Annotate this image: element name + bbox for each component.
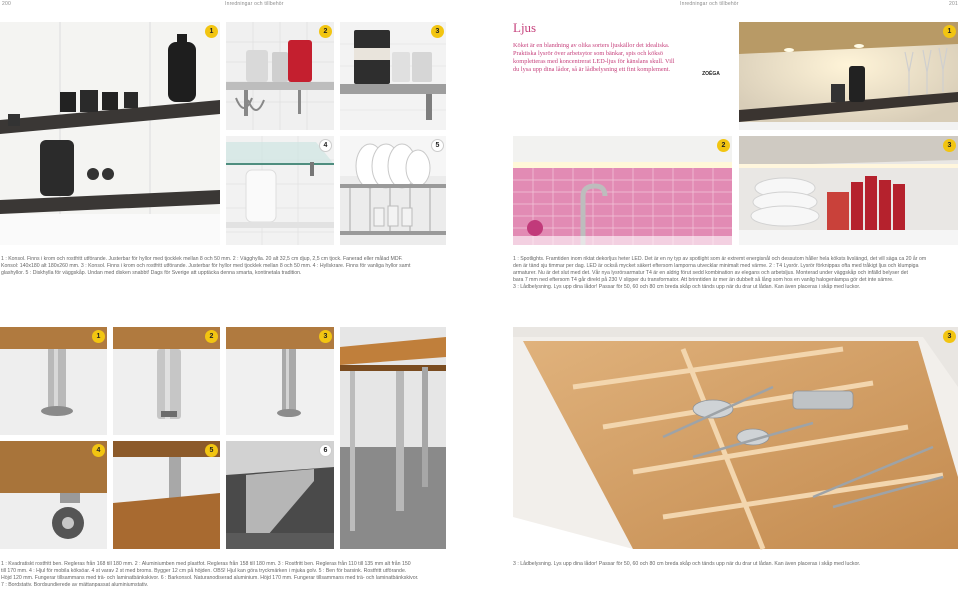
intro-line-4: du lysa upp dina lådor, så är lådbelysning ett fint komplement.: [513, 66, 671, 73]
badge-shelf-3: 3: [431, 25, 444, 38]
photo-wall-shelves: [0, 22, 220, 245]
photo-leg-aluminium: [113, 327, 220, 435]
lights-caption-line-5: 3 : Lådbelysning. Lys upp dina lådor! Passar för 50, 60 och 80 cm breda skåp och tänds upp när du drar ut lådan. Kan även placeras i skåp med luckor.: [513, 284, 861, 290]
lights-caption-line-4: bara 7 mm ned eftersom T4 går direkt på 230 V slipper du transformator. Att brinntiden är mer än dubbelt så lång som hos en vanlig halogenlampa gör det inte sämre.: [513, 277, 894, 283]
lights-caption-line-2: den är tänd sju timmar per dag. LED är också mycket säkert eftersom lamporna utvecklar minimalt med värme. 2 : T4 Lysrör. Lysrör förknippas ofta med tråkigt ljus och klumpiga: [513, 263, 919, 269]
zoega-label: ZOÉGA: [702, 71, 720, 77]
badge-leg-1: 1: [92, 330, 105, 343]
drawer-caption: [513, 561, 959, 568]
photo-spotlights: [739, 22, 958, 130]
photo-leg-barsink: [113, 441, 220, 549]
shelves-caption: [1, 256, 451, 277]
badge-leg-4: 4: [92, 444, 105, 457]
photo-mug-shelf: [226, 22, 334, 130]
photo-pink-tiles: [513, 136, 732, 245]
badge-leg-2: 2: [205, 330, 218, 343]
intro-line-2: Praktiska lysrör över arbetsytor som bänkar, spis och köksö: [513, 50, 663, 57]
left-section-header: Inredningar och tillbehör: [225, 1, 284, 7]
photo-leg-wheel: [0, 441, 107, 549]
legs-caption: [1, 561, 451, 589]
right-page-number: 201: [949, 1, 958, 7]
badge-light-2: 2: [717, 139, 730, 152]
shelves-caption-line-1: 1 : Konsol. Finns i krom och rostfritt utförande. Justerbar för hyllor med tjocklek mellan 8 och 50 mm. 2 : Vägghylla. 20 alt 32,5 cm djup, 2,5 cm tjock. Fanerad eller målad MDF.: [1, 256, 403, 262]
badge-shelf-2: 2: [319, 25, 332, 38]
badge-light-3: 3: [943, 139, 956, 152]
photo-table-stand: [340, 327, 446, 549]
badge-shelf-1: 1: [205, 25, 218, 38]
photo-leg-stainless: [226, 327, 334, 435]
photo-bar-bracket: [226, 441, 334, 549]
photo-bowls-bottles: [739, 136, 958, 245]
legs-caption-line-3: Höjd 120 mm. Fungerar tillsammans med trä- och laminatbänkskivor. 6 : Barkonsol. Naturanodiserad aluminium. Höjd 170 mm. Fungerar tillsammans med trä- och laminatbänkskivor.: [1, 575, 419, 581]
section-title: Ljus: [513, 20, 537, 35]
section-intro: [513, 42, 733, 74]
legs-caption-line-1: 1 : Kvadratiskt rostfritt ben. Regleras från 168 till 180 mm. 2 : Aluminiumben med plastfot. Regleras från 158 till 180 mm. 3 : Rostfritt ben. Regleras från 110 till 135 mm alt från 150: [1, 561, 411, 567]
photo-leg-square: [0, 327, 107, 435]
lights-caption-line-1: 1 : Spotlights. Framtiden inom riktat dekorljus heter LED. Det är en ny typ av spotlight som är extremt energisnål och dessutom håller hela köksts livslängd, det vill säga ca 20 år om: [513, 256, 927, 262]
lights-caption-line-3: armaturer. Nu är det slut med det. Vår nya lysrörsarmatur T4 är en aldrig förut sedd kombination av elegans och arbetsljus. Monterad under väggskåp och infälld belyser det: [513, 270, 908, 276]
photo-glass-shelf: [226, 136, 334, 245]
intro-line-1: Köket är en blandning av olika sorters ljuskällor det idealiska.: [513, 42, 670, 49]
drawer-caption-line-1: 3 : Lådbelysning. Lys upp dina lådor! Passar för 50, 60 och 80 cm breda skåp och tänds upp när du drar ut lådan. Kan även placeras i skåp med luckor.: [513, 561, 861, 567]
badge-shelf-4: 4: [319, 139, 332, 152]
photo-dish-rack: [340, 136, 446, 245]
badge-light-1: 1: [943, 25, 956, 38]
legs-caption-line-4: 7 : Bordstativ. Bordsundierede av mättanpassat aluminiumstativ.: [1, 582, 149, 588]
lights-caption: [513, 256, 959, 291]
right-section-header: Inredningar och tillbehör: [680, 1, 739, 7]
badge-leg-3: 3: [319, 330, 332, 343]
badge-leg-6: 6: [319, 444, 332, 457]
badge-drawer-3: 3: [943, 330, 956, 343]
left-page-number: 200: [2, 1, 11, 7]
badge-shelf-5: 5: [431, 139, 444, 152]
shelves-caption-line-3: glashyllor. 5 : Diskhylla för väggskåp. Undan med disken snabbt! Dags för Sverige att upptäcka denna smarta, kontinetala tradition.: [1, 270, 302, 276]
intro-line-3: kompletteras med koncentrerat LED-ljus för känslans skull. Vill: [513, 58, 675, 65]
shelves-caption-line-2: Konsol: 140x180 alt 180x260 mm. 3 : Konsol. Finns i krom och rostfritt utförande. Justerbar för hyllor med tjocklek mellan 8 och 50 mm. 4 : Hyllskrare. Finns för vanliga hyllor samt: [1, 263, 411, 269]
badge-leg-5: 5: [205, 444, 218, 457]
photo-lit-drawer: [513, 327, 958, 549]
legs-caption-line-2: till 170 mm. 4 : Hjul för mobila köksöar. 4 st varav 2 st med broms. Bygger 12 cm på höjden. OBS! Hjul kan göra tryckmärken i mjuka golv. 5 : Ben för barsink. Rostfritt utförande.: [1, 568, 407, 574]
